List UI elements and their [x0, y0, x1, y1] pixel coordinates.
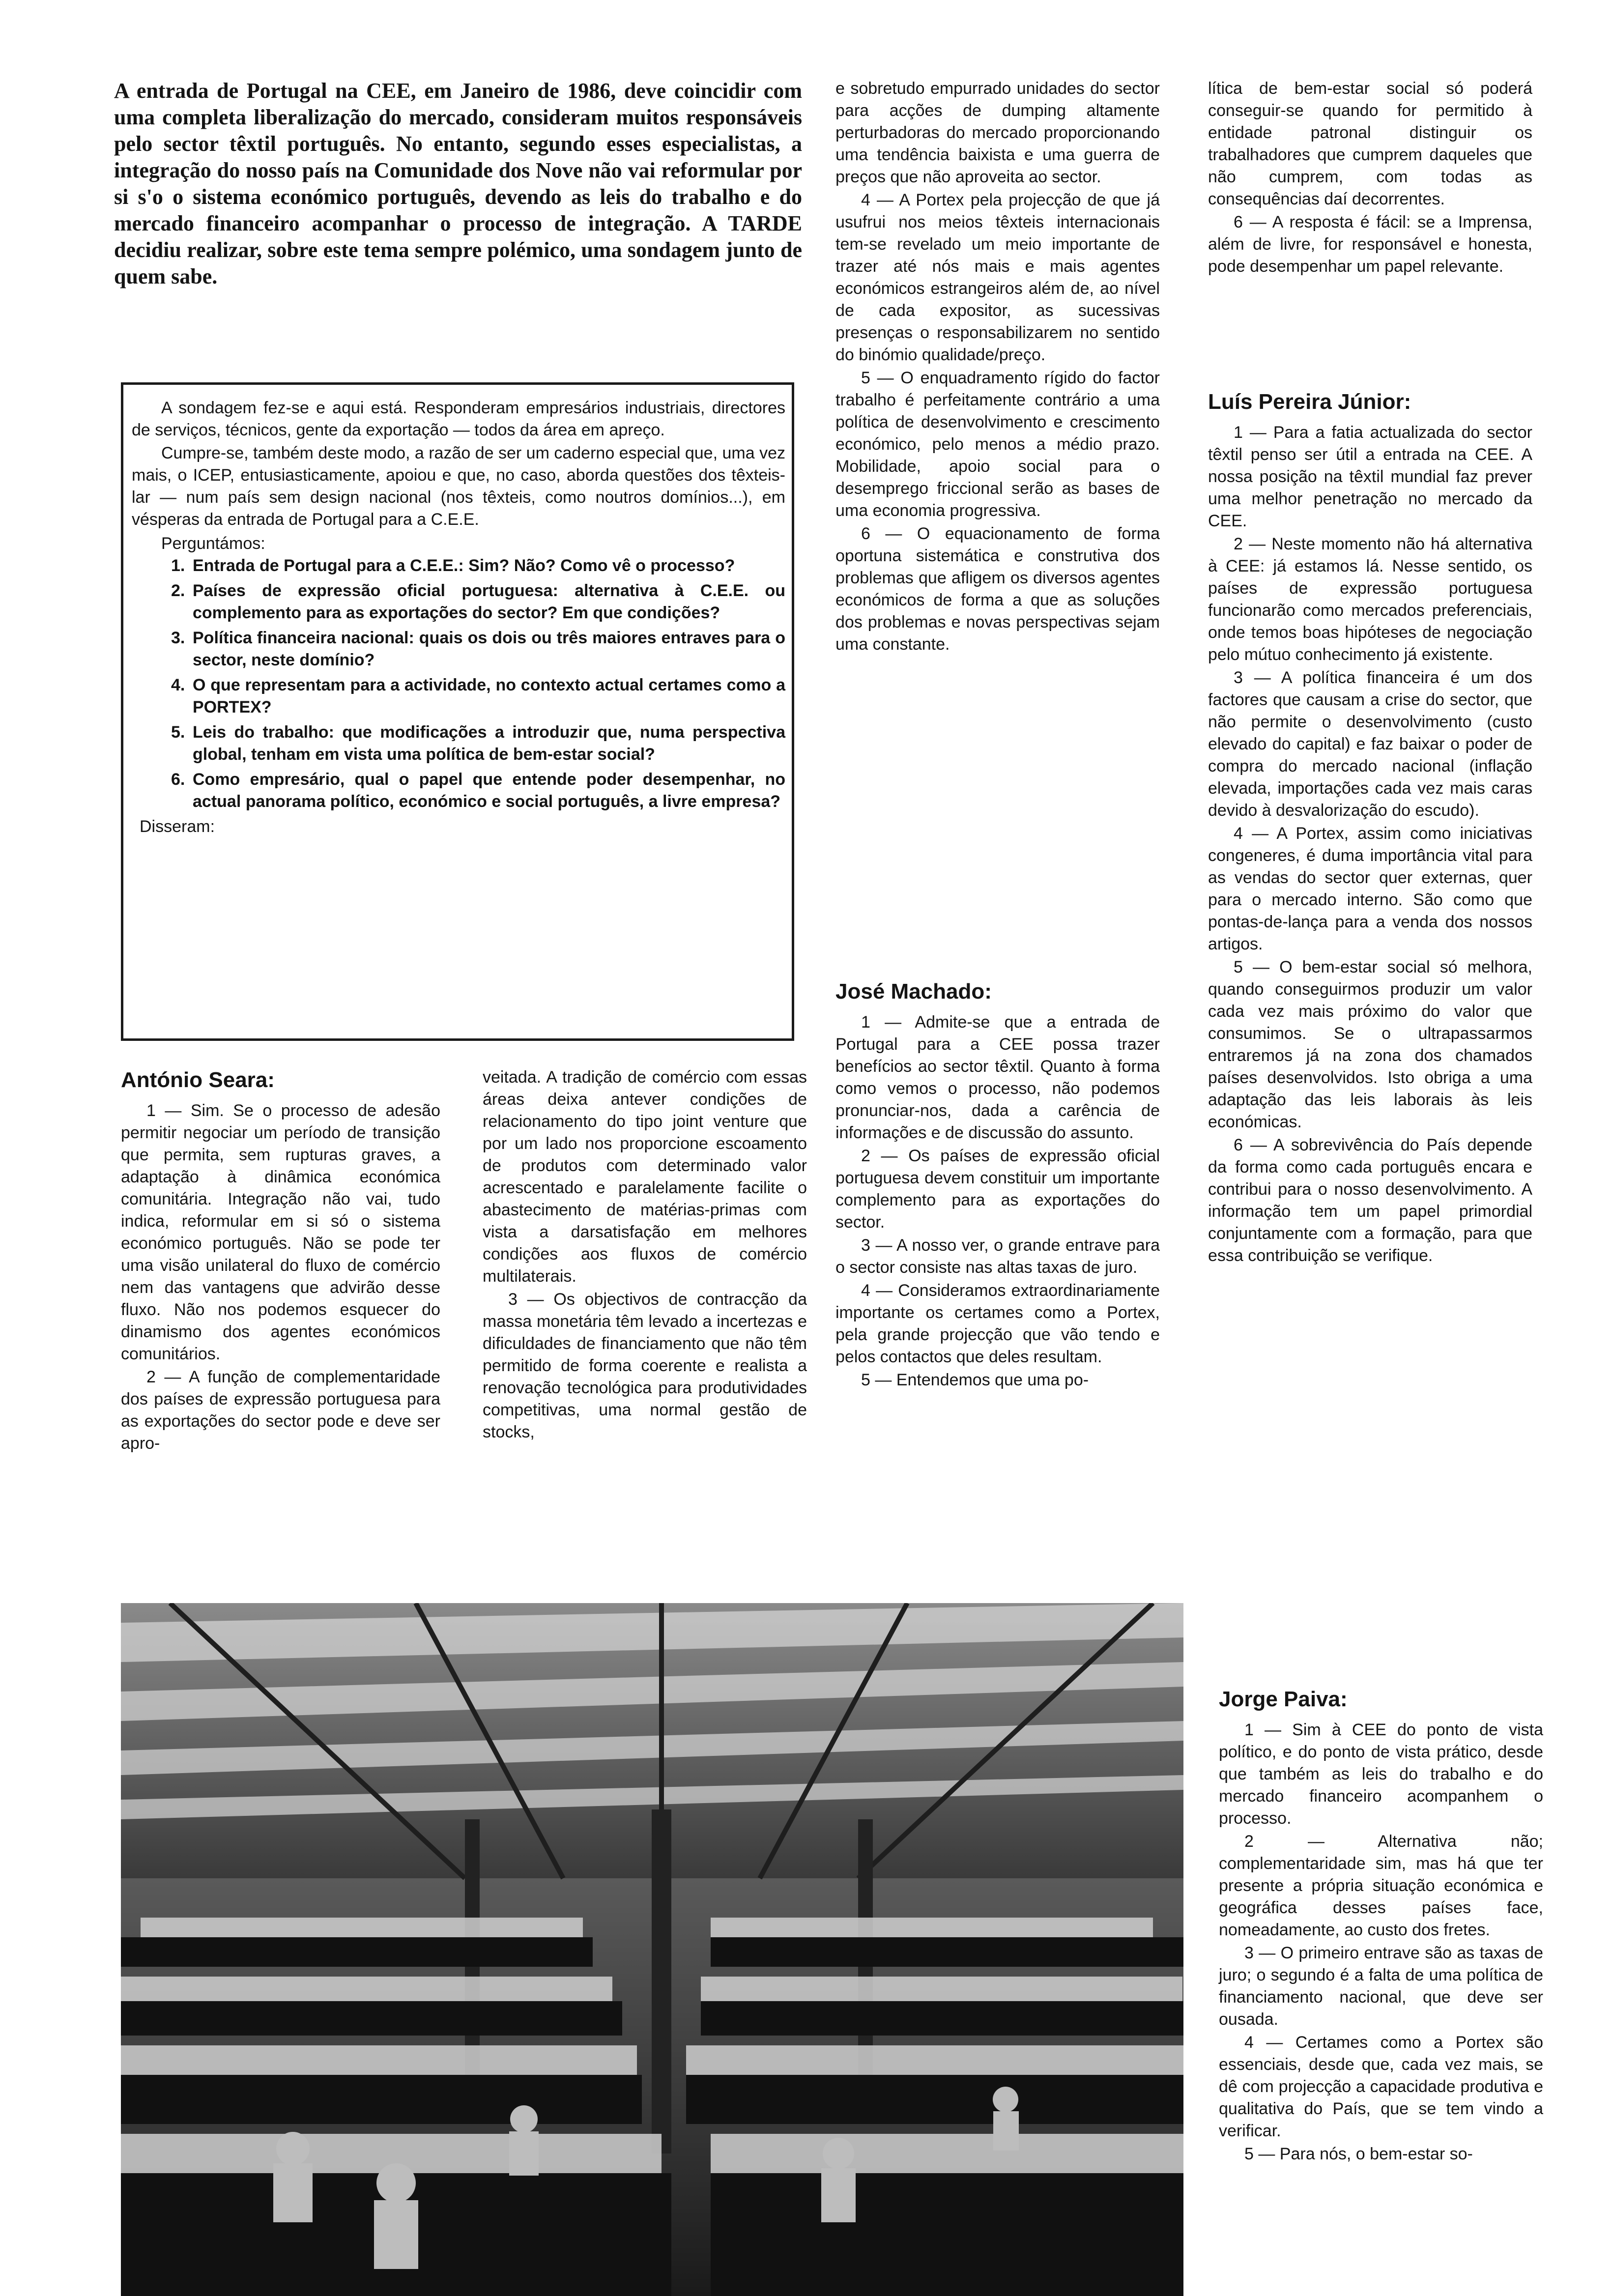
question-text: Entrada de Portugal para a C.E.E.: Sim? Não? Como vê o processo? [193, 556, 735, 575]
article-paragraph: 1 — Sim à CEE do ponto de vista político, e do ponto de vista prático, desde que também as leis do trabalho e do mercado financeiro acompanhem o processo. [1219, 1721, 1543, 1828]
respondent-name: Jorge Paiva: [1219, 1687, 1348, 1711]
questions-list [132, 555, 785, 813]
article-paragraph: 3 — Os objectivos de contracção da massa monetária têm levado a incertezas e dificuldades de financiamento que não têm permitido de forma coerente e realista a renovação tecnológica para produtividades competitivas, uma normal gestão de stocks, [483, 1290, 807, 1441]
article-paragraph: 1 — Admite-se que a entrada de Portugal para a CEE possa trazer benefícios ao sector têxtil. Quanto à forma como vemos o processo, não podemos pronunciar-nos, dada a carência de informações e de discussão do assunto. [835, 1013, 1160, 1142]
article-paragraph: 2 — Os países de expressão oficial portuguesa devem constituir um importante complemento para as exportações do sector. [835, 1147, 1160, 1232]
factory-photo-image [121, 1603, 1183, 2296]
article-paragraph: 5 — Para nós, o bem-estar so- [1244, 2145, 1473, 2163]
article-paragraph: 2 — A função de complementaridade dos países de expressão portuguesa para as exportações do sector pode e deve ser apro- [121, 1368, 440, 1453]
respondent-name: António Seara: [121, 1068, 275, 1092]
article-paragraph: 4 — A Portex, assim como iniciativas congeneres, é duma importância vital para as vendas do sector quer externas, quer para o mercado interno. São como que pontas-de-lança para a venda dos nossos artigos. [1208, 824, 1532, 953]
column-c [483, 1066, 807, 1444]
factory-floor-photo [121, 1603, 1183, 2296]
question-text: Como empresário, qual o papel que entende poder desempenhar, no actual panorama político, económico e social português, a livre empresa? [193, 770, 785, 811]
respondent-name: José Machado: [835, 979, 992, 1004]
intro-box [132, 397, 785, 838]
article-paragraph: 2 — Neste momento não há alternativa à CEE: já estamos lá. Nesse sentido, os países de expressão portuguesa funcionarão como mercados preferenciais, onde temos boas hipóteses de negociação pelo mútuo conhecimento já existente. [1208, 535, 1532, 664]
article-paragraph: 4 — Consideramos extraordinariamente importante os certames como a Portex, pela grande projecção que vão tendo e pelos contactos que deles resultam. [835, 1281, 1160, 1366]
question-number: 1. [171, 556, 185, 575]
question-item [171, 769, 785, 813]
question-number: 5. [171, 723, 185, 742]
intro-paragraph-1: A sondagem fez-se e aqui está. Responderam empresários industriais, directores de serviços, técnicos, gente da exportação — todos da área em apreço. [132, 399, 785, 439]
question-text: Leis do trabalho: que modificações a introduzir que, numa perspectiva global, tenham em vista uma política de bem-estar social? [193, 723, 785, 764]
article-paragraph: 6 — A resposta é fácil: se a Imprensa, além de livre, for responsável e honesta, pode desempenhar um papel relevante. [1208, 213, 1532, 276]
article-paragraph: 5 — O enquadramento rígido do factor trabalho é perfeitamente contrário a uma política de desenvolvimento e crescimento económico, pelo menos a médio prazo. Mobilidade, apoio social para o desemprego friccional serão as bases de uma economia progressiva. [835, 369, 1160, 520]
question-text: O que representam para a actividade, no contexto actual certames como a PORTEX? [193, 676, 785, 717]
article-paragraph: 6 — O equacionamento de forma oportuna sistemática e construtiva dos problemas que afligem os diversos agentes económicos de forma a que as soluções dos problemas e novas perspectivas sejam uma constante. [835, 524, 1160, 654]
article-paragraph: 2 — Alternativa não; complementaridade sim, mas há que ter presente a própria situação económica e geográfica desses países face, nomeadamente, ao custo dos fretes. [1219, 1832, 1543, 1939]
article-paragraph: veitada. A tradição de comércio com essas áreas deixa antever condições de relacionamento do tipo joint venture que por um lado nos proporcione escoamento de produtos com determinado valor acrescentado e paralelamente facilite o abastecimento de matérias-primas com vista a darsatisfação em melhores condições aos fluxos de comércio multilaterais. [483, 1068, 807, 1286]
antonio-seara-section [121, 1066, 440, 1456]
question-text: Política financeira nacional: quais os dois ou três maiores entraves para o sector, neste domínio? [193, 629, 785, 669]
question-item [171, 627, 785, 671]
article-paragraph: 4 — A Portex pela projecção de que já usufrui nos meios têxteis internacionais tem-se revelado um meio importante de trazer até nós mais e mais agentes económicos estrangeiros além de, ao nível de cada expositor, as sucessivas presenças o responsabilizarem no sentido do binómio qualidade/preço. [835, 191, 1160, 364]
questions-label: Perguntámos: [161, 534, 265, 553]
intro-paragraph-2: Cumpre-se, também deste modo, a razão de ser um caderno especial que, uma vez mais, o ICEP, entusiasticamente, apoiou e que, no caso, aborda questões dos têxteis-lar — num país sem design nacional (nos têxteis, como noutros domínios...), em vésperas da entrada de Portugal para a C.E.E. [132, 444, 785, 529]
article-paragraph: 5 — Entendemos que uma po- [861, 1371, 1089, 1389]
question-number: 3. [171, 629, 185, 647]
question-text: Países de expressão oficial portuguesa: alternativa à C.E.E. ou complemento para as exportações do sector? Em que condições? [193, 581, 785, 622]
jose-machado-section [835, 978, 1160, 1392]
article-paragraph: 3 — O primeiro entrave são as taxas de juro; o segundo é a falta de uma política de financiamento nacional, que deve ser ousada. [1219, 1944, 1543, 2029]
luis-pereira-section [1208, 388, 1532, 1268]
column-a-top [835, 78, 1160, 657]
article-paragraph: 3 — A nosso ver, o grande entrave para o sector consiste nas altas taxas de juro. [835, 1236, 1160, 1277]
question-number: 4. [171, 676, 185, 694]
lead-paragraph: A entrada de Portugal na CEE, em Janeiro de 1986, deve coincidir com uma completa liberalização do mercado, consideram muitos responsáveis pelo sector têxtil português. No entanto, segundo esses especialistas, a integração do nosso país na Comunidade dos Nove não vai reformular por si s'o o sistema económico português, devendo as leis do trabalho e do mercado financeiro acompanhar o processo de integração. A TARDE decidiu realizar, sobre este tema sempre polémico, uma sondagem junto de quem sabe. [114, 79, 802, 288]
article-paragraph: e sobretudo empurrado unidades do sector para acções de dumping altamente perturbadoras do mercado proporcionando uma tendência baixista e uma guerra de preços que não aproveita ao sector. [835, 79, 1160, 186]
question-number: 6. [171, 770, 185, 789]
article-paragraph: 3 — A política financeira é um dos factores que causam a crise do sector, que não permite o desenvolvimento (custo elevado do capital) e faz baixar o poder de compra do mercado nacional (inflação elevada, importações cada vez mais caras devido à desvalorização do escudo). [1208, 668, 1532, 820]
article-paragraph: lítica de bem-estar social só poderá conseguir-se quando for permitido à entidade patronal distinguir os trabalhadores que cumprem daqueles que não cumprem, com todas as consequências daí decorrentes. [1208, 79, 1532, 208]
column-b-top [1208, 78, 1532, 279]
article-paragraph: 1 — Sim. Se o processo de adesão permitir negociar um período de transição que permita, sem rupturas graves, a adaptação à dinâmica económica comunitária. Integração não vai, tudo indica, reformular em si só o sistema económico português. Não se pode ter uma visão unilateral do fluxo de comércio nem das vantagens que advirão desse fluxo. Não nos podemos esquecer do dinamismo dos agentes económicos comunitários. [121, 1101, 440, 1363]
question-item [171, 580, 785, 624]
article-paragraph: 1 — Para a fatia actualizada do sector têxtil penso ser útil a entrada na CEE. A nossa posição na têxtil mundial faz prever uma melhor penetração no mercado da CEE. [1208, 423, 1532, 530]
jorge-paiva-section [1219, 1686, 1543, 2166]
article-paragraph: 5 — O bem-estar social só melhora, quando conseguirmos produzir um valor cada vez mais próximo do valor que consumimos. Se o ultrapassarmos entraremos já na zona dos chamados países desenvolvidos. Isto obriga a uma adaptação das leis laborais às leis económicas. [1208, 958, 1532, 1131]
respondent-name: Luís Pereira Júnior: [1208, 390, 1411, 414]
question-number: 2. [171, 581, 185, 600]
question-item [171, 674, 785, 718]
article-paragraph: 6 — A sobrevivência do País depende da forma como cada português encara e contribui para o nosso desenvolvimento. A informação tem um papel primordial conjuntamente com a formação, para que essa contribuição se verifique. [1208, 1136, 1532, 1265]
disseram-label: Disseram: [140, 817, 215, 836]
question-item [171, 555, 785, 577]
article-paragraph: 4 — Certames como a Portex são essenciais, desde que, cada vez mais, se dê com projecção a capacidade produtiva e qualitativa do País, que se tem vindo a verificar. [1219, 2033, 1543, 2140]
question-item [171, 721, 785, 766]
